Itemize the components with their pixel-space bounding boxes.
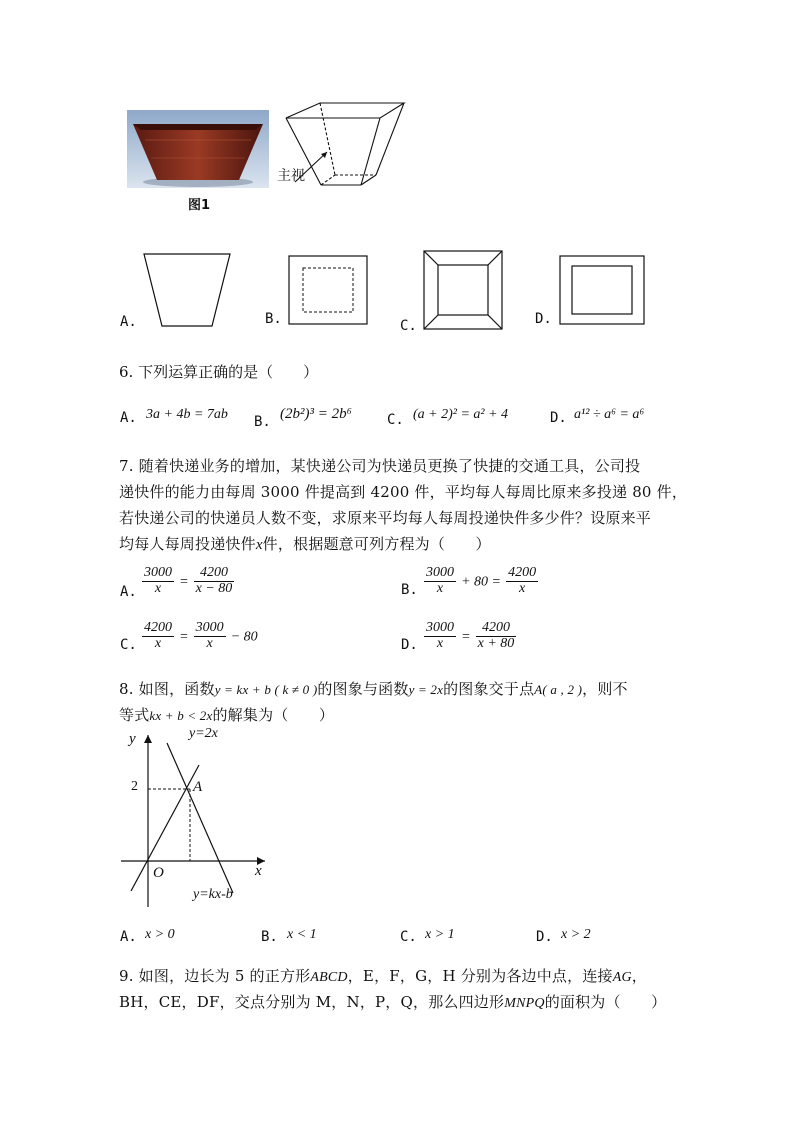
q7-c-label: C. — [120, 637, 137, 653]
q8-line2-b: 的解集为（ ） — [212, 706, 335, 724]
q6-d-label: D. — [550, 410, 567, 426]
q7-d-label: D. — [401, 637, 418, 653]
option-d-figure — [558, 254, 646, 330]
q7-line4-a: 均每人每周投递快件 — [119, 535, 256, 553]
q8-d-expr: x > 2 — [561, 927, 591, 942]
q7-line3: 若快递公司的快递员人数不变，求原来平均每人每周投递快件多少件？设原来平 — [119, 509, 652, 527]
q7-a-den2: x − 80 — [195, 580, 233, 596]
q7-line4-b: 件，根据题意可列方程为（ ） — [262, 535, 491, 553]
q7-d-op: = — [461, 629, 471, 645]
q7-c-num2: 3000 — [195, 620, 224, 635]
q7-d-expr — [424, 621, 516, 651]
q8-c-expr: x > 1 — [425, 927, 455, 942]
q7-b-den1: x — [436, 580, 444, 596]
option-a-label: A. — [120, 314, 137, 330]
q7-d-num1: 3000 — [426, 620, 454, 635]
graph-line1-label: y=2x — [189, 726, 218, 741]
q8-b-label: B. — [261, 929, 278, 945]
q7-a-op: = — [179, 574, 189, 590]
q8-inequality: kx + b < 2x — [149, 708, 213, 723]
q6-stem: 6. 下列运算正确的是（ ） — [119, 363, 319, 381]
q6-d-expr: a¹² ÷ a⁶ = a⁶ — [574, 407, 645, 422]
graph-y-tick-2: 2 — [131, 779, 138, 794]
option-a-figure — [140, 250, 234, 334]
q8-line1-c: 的图象交于点 — [443, 680, 535, 698]
q7-c-den2: x — [206, 635, 213, 651]
q7-a-expr — [142, 566, 234, 596]
q7-d-den1: x — [436, 635, 444, 651]
q8-line1 — [119, 676, 628, 703]
q8-func2: y = 2x — [408, 682, 444, 697]
q7-c-op: = — [179, 629, 189, 645]
q9-ag: AG — [612, 970, 632, 985]
q9-line1-b: ，E，F，G，H 分别为各边中点，连接 — [347, 967, 613, 985]
q9-quad: MNPQ — [504, 996, 545, 1011]
q7-c-expr — [142, 621, 258, 651]
q7-var-x: x — [255, 537, 263, 553]
graph-x-axis-label: x — [255, 863, 262, 879]
graph-y-axis-label: y — [129, 731, 136, 747]
q8-graph — [115, 725, 275, 910]
q8-a-label: A. — [120, 929, 137, 945]
q6-c-label: C. — [387, 412, 404, 428]
q8-line1-d: ，则不 — [582, 680, 628, 698]
graph-point-a-label: A — [193, 779, 203, 795]
q8-func1: y = kx + b ( k ≠ 0 ) — [214, 682, 318, 697]
q7-b-num1: 3000 — [426, 565, 454, 580]
q6-b-label: B. — [254, 414, 271, 430]
option-b-figure — [287, 254, 369, 330]
q7-d-num2: 4200 — [476, 621, 517, 637]
q9-line1 — [119, 963, 647, 991]
q6-a-expr: 3a + 4b = 7ab — [146, 407, 228, 422]
q9-line2-a: BH，CE，DF，交点分别为 M，N，P，Q，那么四边形 — [119, 993, 505, 1011]
q7-line2: 递快件的能力由每周 3000 件提高到 4200 件，平均每人每周比原来多投递 80 件， — [119, 483, 688, 501]
q7-c-tail: − 80 — [230, 629, 258, 645]
q7-b-den2: x — [518, 580, 526, 596]
q6-c-expr: (a + 2)² = a² + 4 — [413, 407, 509, 422]
option-c-label: C. — [400, 318, 417, 334]
graph-line2-label: y=kx-b — [193, 887, 233, 902]
q8-line1-a: 8. 如图，函数 — [119, 680, 215, 698]
q8-d-label: D. — [536, 929, 553, 945]
view-label: 主视 — [277, 168, 305, 184]
figure-caption: 图1 — [188, 198, 211, 213]
q9-line1-c: ， — [631, 967, 647, 985]
graph-origin-label: O — [153, 865, 164, 881]
q7-b-num2: 4200 — [508, 565, 537, 580]
box-photo — [127, 110, 269, 188]
q7-d-den2: x + 80 — [477, 635, 515, 651]
q7-c-num1: 4200 — [144, 620, 172, 635]
q8-a-expr: x > 0 — [145, 927, 175, 942]
q7-a-label: A. — [120, 584, 137, 600]
q7-a-num1: 3000 — [144, 565, 172, 580]
q7-c-den1: x — [154, 635, 162, 651]
q7-b-label: B. — [401, 582, 418, 598]
q8-c-label: C. — [400, 929, 417, 945]
q7-a-num2: 4200 — [194, 566, 235, 582]
q7-b-expr — [424, 566, 538, 596]
q6-b-expr: (2b²)³ = 2b⁶ — [280, 406, 352, 422]
q8-b-expr: x < 1 — [287, 927, 317, 942]
q7-line4 — [119, 531, 491, 558]
option-c-figure — [422, 249, 504, 335]
q9-line2 — [119, 989, 666, 1017]
q8-line2-a: 等式 — [119, 706, 150, 724]
q7-line1: 7. 随着快递业务的增加，某快递公司为快递员更换了快捷的交通工具，公司投 — [119, 457, 641, 475]
q6-a-label: A. — [120, 410, 137, 426]
q9-line1-a: 9. 如图，边长为 5 的正方形 — [119, 967, 311, 985]
q9-line2-b: 的面积为（ ） — [544, 993, 667, 1011]
q8-line1-b: 的图象与函数 — [317, 680, 409, 698]
q7-a-den1: x — [154, 580, 162, 596]
q8-point: A( a , 2 ) — [534, 682, 583, 697]
option-d-label: D. — [535, 311, 552, 327]
option-b-label: B. — [265, 311, 282, 327]
q7-b-mid: + 80 = — [461, 574, 501, 590]
q9-square: ABCD — [310, 970, 348, 985]
